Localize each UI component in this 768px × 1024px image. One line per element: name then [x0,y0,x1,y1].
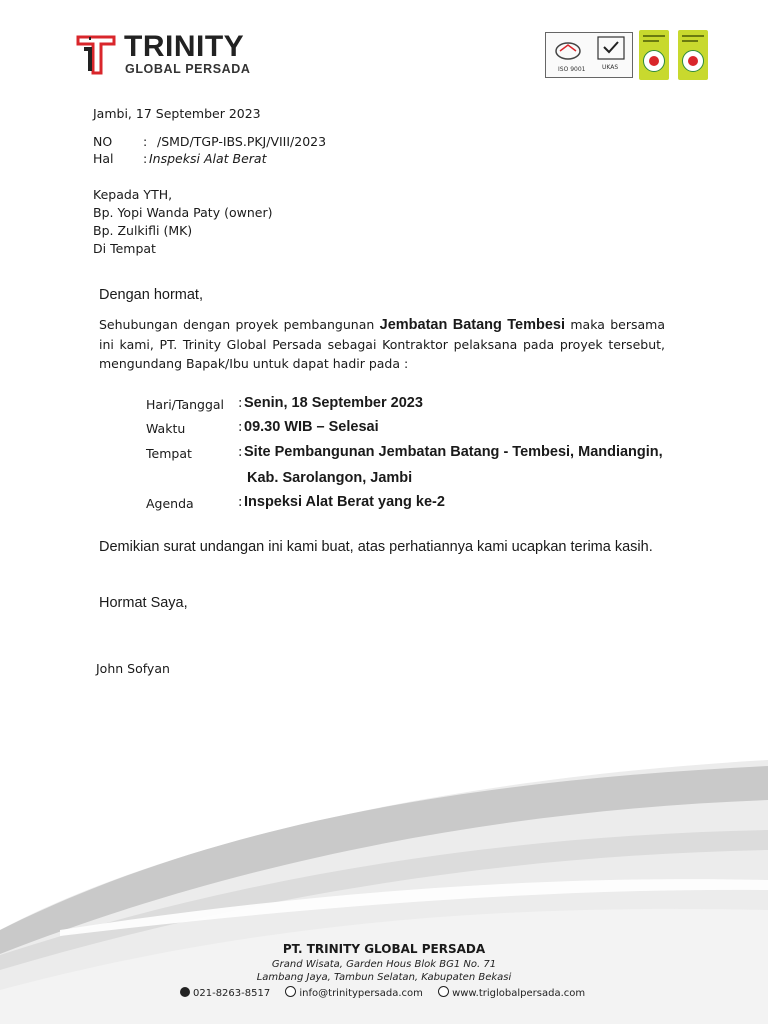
recipients [93,186,272,258]
iso-certification-icon [546,33,632,77]
no-value: /SMD/TGP-IBS.PKJ/VIII/2023 [157,134,327,149]
project-name: Jembatan Batang Tembesi [379,317,566,333]
brand-name: TRINITY [124,30,245,63]
detail-label-agenda: Agenda [146,496,194,511]
salutation: Dengan hormat, [99,287,203,303]
ukas-text: UKAS [602,64,619,71]
hal-value: Inspeksi Alat Berat [149,151,267,166]
closing-sentence: Demikian surat undangan ini kami buat, atas perhatiannya kami ucapkan terima kasih. [99,539,653,555]
signatory-name: John Sofyan [96,661,170,676]
iso-text: ISO 9001 [558,66,586,73]
certification-badge [545,32,633,78]
place-date: Jambi, 17 September 2023 [93,106,261,121]
detail-label-time: Waktu [146,421,186,436]
subject-row: Hal : Inspeksi Alat Berat [93,151,267,166]
brand-subtitle: GLOBAL PERSADA [125,62,251,76]
detail-label-date: Hari/Tanggal [146,397,225,412]
detail-value-agenda: Inspeksi Alat Berat yang ke-2 [244,494,445,510]
k3-badge-1 [639,30,669,80]
footer-company-name: PT. TRINITY GLOBAL PERSADA [282,942,486,956]
company-logo-icon [76,33,116,75]
recipient-line: Bp. Yopi Wanda Paty (owner) [93,205,273,220]
detail-value-date: Senin, 18 September 2023 [244,395,423,411]
email-icon [285,986,296,997]
footer-address-1: Grand Wisata, Garden Hous Blok BG1 No. 71 [271,959,497,970]
recipient-line: Kepada YTH, [93,187,173,202]
recipient-line: Bp. Zulkifli (MK) [93,223,193,238]
footer-website[interactable]: www.triglobalpersada.com [438,988,585,999]
phone-icon [180,987,190,997]
recipient-line: Di Tempat [93,241,156,256]
detail-value-place: Site Pembangunan Jembatan Batang - Tembesi, Mandiangin, [244,444,663,460]
no-label: NO [93,134,113,149]
globe-icon [438,986,449,997]
regards: Hormat Saya, [99,595,188,611]
footer-contacts [180,986,597,999]
footer-address-2: Lambang Jaya, Tambun Selatan, Kabupaten Bekasi [256,972,512,983]
intro-paragraph [99,315,665,373]
footer-phone[interactable]: 021-8263-8517 [180,988,273,999]
letter-number-row: NO : /SMD/TGP-IBS.PKJ/VIII/2023 [93,134,327,149]
detail-label-place: Tempat [146,446,192,461]
intro-pre: Sehubungan dengan proyek pembangunan [99,317,375,332]
intro-post: maka bersama ini kami, PT. Trinity Global Persada sebagai Kontraktor pelaksana pada proyek tersebut, mengundang Bapak/Ibu untuk dapat hadir pada : [99,317,665,371]
detail-value-time: 09.30 WIB – Selesai [244,419,379,435]
k3-badge-2 [678,30,708,80]
footer-email[interactable]: info@trinitypersada.com [285,988,426,999]
detail-value-place-line2: Kab. Sarolangon, Jambi [247,470,413,486]
hal-label: Hal [93,151,114,166]
